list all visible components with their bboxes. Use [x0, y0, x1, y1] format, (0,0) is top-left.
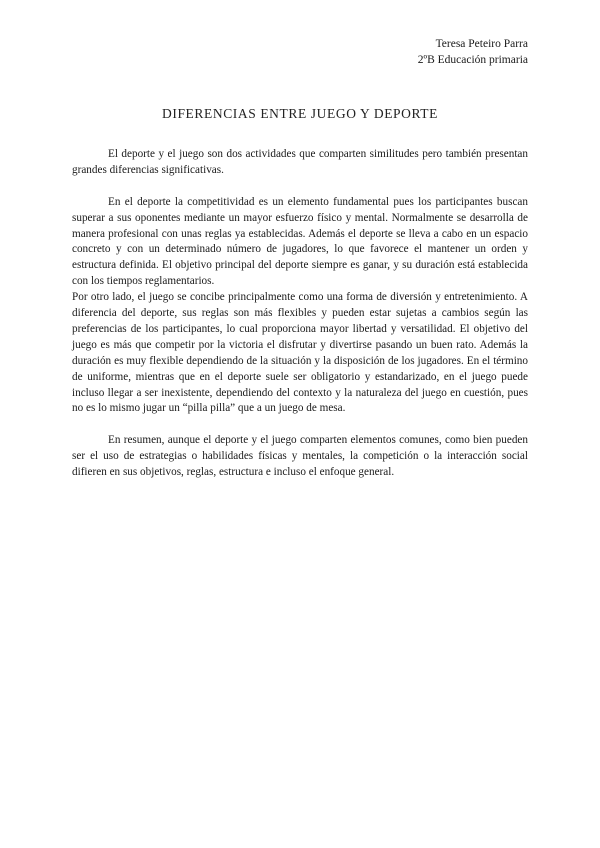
paragraph-intro: El deporte y el juego son dos actividades que comparten similitudes pero también presentan grandes diferencias significativas. [72, 148, 528, 176]
paragraph-spacer [72, 179, 528, 195]
paragraph-juego: Por otro lado, el juego se concibe principalmente como una forma de diversión y entretenimiento. A diferencia del deporte, sus reglas son más flexibles y pueden estar sujetas a cambios según las preferencias de los participantes, lo cual proporciona mayor libertad y versatilidad. El objetivo del juego es más que competir por la victoria el disfrutar y divertirse pasando un buen rato. Además la duración es muy flexible dependiendo de la situación y la disposición de los jugadores. En el término de uniforme, mientras que en el deporte suele ser obligatorio y estandarizado, en el juego puede incluso llegar a ser inexistente, dependiendo del contexto y la naturaleza del juego en cuestión, pues no es lo mismo jugar un “pilla pilla” que a un juego de mesa. [72, 291, 528, 415]
author-block [418, 36, 528, 68]
document-body [72, 147, 528, 481]
course-label: 2ºB Educación primaria [417, 54, 528, 66]
author-name: Teresa Peteiro Parra [435, 38, 528, 50]
paragraph-deporte: En el deporte la competitividad es un elemento fundamental pues los participantes buscan superar a sus oponentes mediante un mayor esfuerzo físico y mental. Normalmente se desarrolla de manera profesional con unas reglas ya establecidas. Además el deporte se lleva a cabo en un espacio concreto y con un determinado número de jugadores, lo que favorece el mantener un orden y estructura definida. El objetivo principal del deporte siempre es ganar, y su duración está establecida con los tiempos reglamentarios. [72, 195, 528, 288]
paragraph-spacer [72, 417, 528, 433]
paragraph-resumen: En resumen, aunque el deporte y el juego comparten elementos comunes, como bien pueden ser el uso de estrategias o habilidades físicas y mentales, la competición o la interacción social difieren en sus objetivos, reglas, estructura e incluso el enfoque general. [72, 434, 528, 479]
document-title: DIFERENCIAS ENTRE JUEGO Y DEPORTE [162, 106, 438, 121]
